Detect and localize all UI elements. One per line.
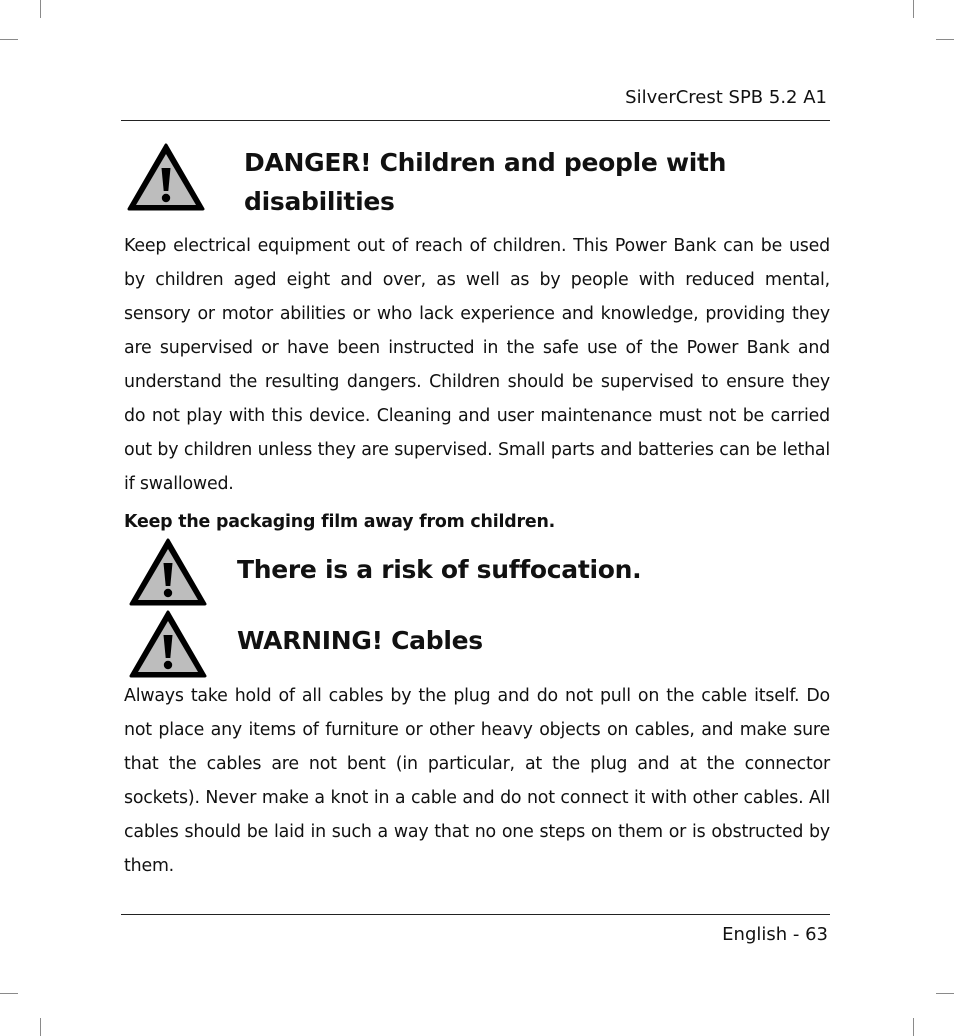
header-title: SilverCrest SPB 5.2 A1 [625, 87, 827, 108]
crop-mark [0, 993, 18, 994]
header-rule [121, 120, 830, 121]
danger-body-text: Keep electrical equipment out of reach of children. This Power Bank can be used by children aged eight and over, as well as by people with reduced mental, sensory or motor abilities or who lack experience and knowledge, providing they are supervised or have been instructed in the safe use of the Power Bank and understand the resulting dangers. Children should be supervised to ensure they do not play with this device. Cleaning and user maintenance must not be carried out by children unless they are supervised. Small parts and batteries can be lethal if swallowed. [124, 236, 830, 494]
crop-mark [936, 993, 954, 994]
crop-mark [936, 39, 954, 40]
danger-heading [244, 143, 726, 221]
warning-triangle-icon [128, 609, 208, 679]
cables-body-text: Always take hold of all cables by the plug and do not pull on the cable itself. Do not place any items of furniture or other heavy objects on cables, and make sure that the cables are not bent (in particular, at the plug and at the connector sockets). Never make a knot in a cable and do not connect it with other cables. All cables should be laid in such a way that no one steps on them or is obstructed by them. [124, 686, 830, 876]
crop-mark [40, 0, 41, 18]
page-number: English - 63 [722, 924, 828, 945]
crop-mark [913, 1018, 914, 1036]
packaging-note: Keep the packaging film away from children. [124, 512, 556, 532]
suffocation-heading: There is a risk of suffocation. [237, 555, 642, 584]
danger-heading-line2: disabilities [244, 187, 395, 216]
danger-heading-line1: DANGER! Children and people with [244, 148, 727, 177]
cables-heading: WARNING! Cables [237, 626, 483, 655]
crop-mark [913, 0, 914, 18]
crop-mark [0, 39, 18, 40]
warning-triangle-icon [128, 537, 208, 607]
warning-triangle-icon [126, 142, 206, 212]
footer-rule [121, 914, 830, 915]
crop-mark [40, 1018, 41, 1036]
